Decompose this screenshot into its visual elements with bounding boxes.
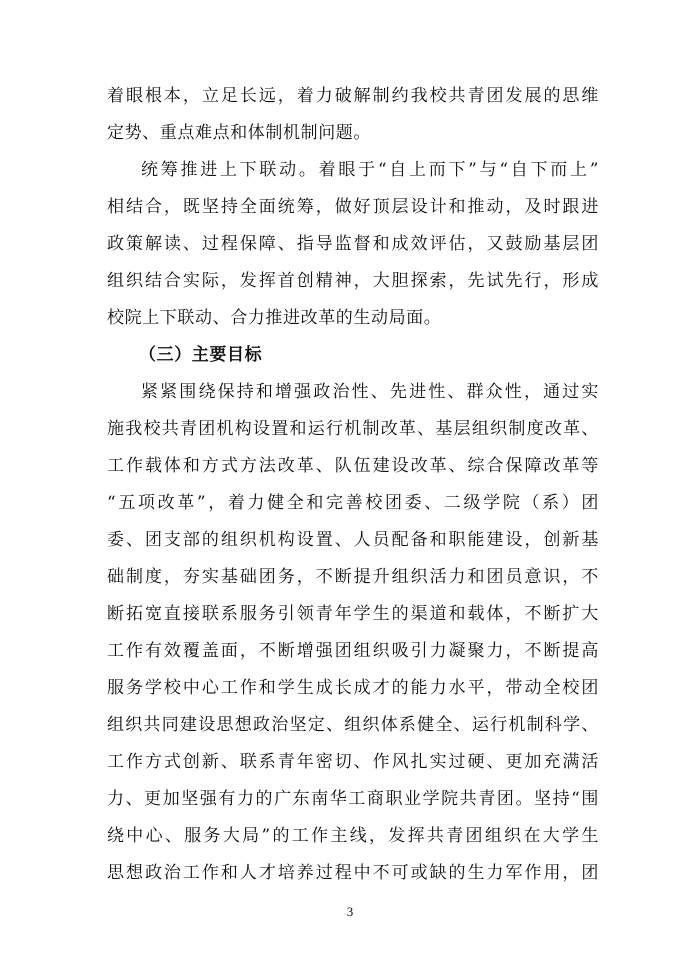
text-line: 力、更加坚强有力的广东南华工商职业学院共青团。坚持“围 xyxy=(107,789,599,809)
text-line: 紧紧围绕保持和增强政治性、先进性、群众性，通过实 xyxy=(141,382,599,402)
text-line: 着眼根本，立足长远，着力破解制约我校共青团发展的思维 xyxy=(107,86,599,106)
text-line: 校院上下联动、合力推进改革的生动局面。 xyxy=(107,308,442,328)
text-line: 绕中心、服务大局”的工作主线，发挥共青团组织在大学生 xyxy=(107,826,599,846)
text-line: 工作方式创新、联系青年密切、作风扎实过硬、更加充满活 xyxy=(107,752,599,772)
page-number: 3 xyxy=(346,904,354,919)
section-heading: （三）主要目标 xyxy=(139,345,263,365)
text-line: 统筹推进上下联动。着眼于“自上而下”与“自下而上” xyxy=(141,160,599,180)
text-line: 组织共同建设思想政治坚定、组织体系健全、运行机制科学、 xyxy=(107,715,599,735)
text-line: 础制度，夯实基础团务，不断提升组织活力和团员意识，不 xyxy=(107,567,599,587)
text-line: 断拓宽直接联系服务引领青年学生的渠道和载体，不断扩大 xyxy=(107,604,599,624)
text-line: 施我校共青团机构设置和运行机制改革、基层组织制度改革、 xyxy=(107,419,599,439)
text-line: 思想政治工作和人才培养过程中不可或缺的生力军作用，团 xyxy=(107,863,599,883)
text-line: 工作载体和方式方法改革、队伍建设改革、综合保障改革等 xyxy=(107,456,599,476)
text-line: 委、团支部的组织机构设置、人员配备和职能建设，创新基 xyxy=(107,530,599,550)
text-line: 政策解读、过程保障、指导监督和成效评估，又鼓励基层团 xyxy=(107,234,599,254)
text-line: 工作有效覆盖面，不断增强团组织吸引力凝聚力，不断提高 xyxy=(107,641,599,661)
text-line: 定势、重点难点和体制机制问题。 xyxy=(107,123,371,143)
text-line: 服务学校中心工作和学生成长成才的能力水平，带动全校团 xyxy=(107,678,599,698)
text-line: “五项改革”，着力健全和完善校团委、二级学院（系）团 xyxy=(107,493,599,513)
text-line: 相结合，既坚持全面统筹，做好顶层设计和推动，及时跟进 xyxy=(107,197,599,217)
text-line: 组织结合实际，发挥首创精神，大胆探索，先试先行，形成 xyxy=(107,271,599,291)
